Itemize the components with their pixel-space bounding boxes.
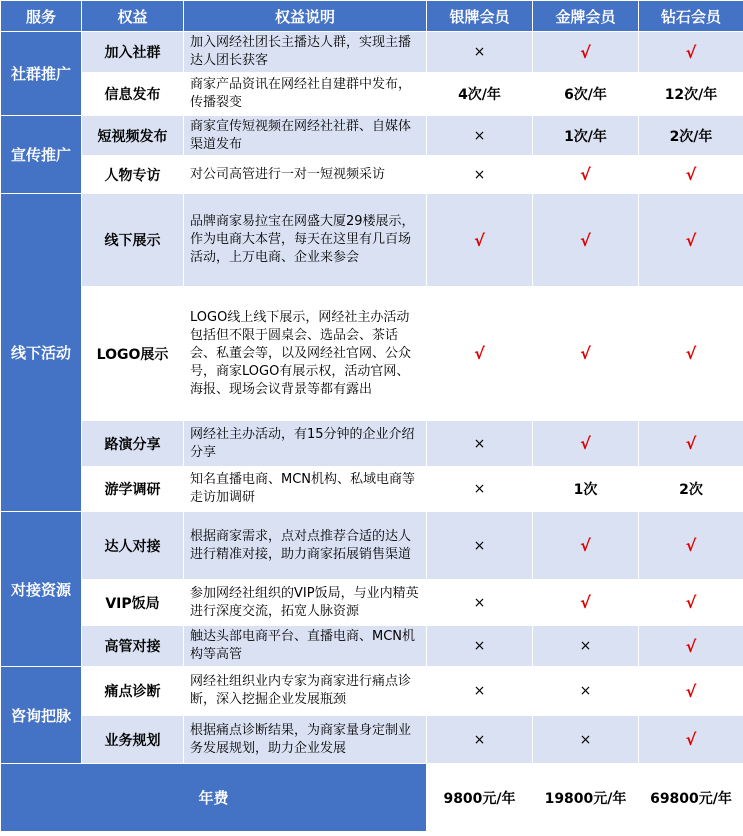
silver-value: × (427, 580, 533, 626)
gold-value: √ (533, 512, 639, 580)
benefit-name: 痛点诊断 (82, 667, 184, 716)
diamond-value: √ (639, 421, 743, 467)
service-cell: 对接资源 (1, 512, 82, 667)
table-row (1, 626, 743, 667)
benefit-desc: 参加网经社组织的VIP饭局，与业内精英进行深度交流，拓宽人脉资源 (184, 580, 427, 626)
service-cell: 咨询把脉 (1, 667, 82, 764)
benefit-desc: 根据商家需求，点对点推荐合适的达人进行精准对接，助力商家拓展销售渠道 (184, 512, 427, 580)
header-row (1, 1, 743, 32)
table-row (1, 716, 743, 764)
silver-value: × (427, 716, 533, 764)
benefit-desc: 品牌商家易拉宝在网盛大厦29楼展示，作为电商大本营，每天在这里有几百场活动，上万电商、企业来参会 (184, 194, 427, 287)
silver-value: × (427, 467, 533, 512)
benefit-name: VIP饭局 (82, 580, 184, 626)
silver-value: × (427, 116, 533, 156)
gold-value: × (533, 626, 639, 667)
benefit-name: 高管对接 (82, 626, 184, 667)
silver-value: × (427, 32, 533, 73)
diamond-value: √ (639, 156, 743, 194)
silver-value: √ (427, 287, 533, 421)
header-gold: 金牌会员 (533, 1, 639, 32)
silver-value: × (427, 512, 533, 580)
gold-value: 1次 (533, 467, 639, 512)
benefit-name: 业务规划 (82, 716, 184, 764)
service-cell: 宣传推广 (1, 116, 82, 194)
service-cell: 线下活动 (1, 194, 82, 512)
benefit-name: 加入社群 (82, 32, 184, 73)
benefit-name: 短视频发布 (82, 116, 184, 156)
benefit-desc: 触达头部电商平台、直播电商、MCN机构等高管 (184, 626, 427, 667)
benefit-name: LOGO展示 (82, 287, 184, 421)
table-row (1, 467, 743, 512)
header-diamond: 钻石会员 (639, 1, 743, 32)
benefit-desc: 商家产品资讯在网经社自建群中发布，传播裂变 (184, 73, 427, 116)
diamond-value: √ (639, 194, 743, 287)
benefit-desc: 网经社组织业内专家为商家进行痛点诊断，深入挖掘企业发展瓶颈 (184, 667, 427, 716)
diamond-value: 2次 (639, 467, 743, 512)
benefit-name: 信息发布 (82, 73, 184, 116)
diamond-value: 2次/年 (639, 116, 743, 156)
silver-value: √ (427, 194, 533, 287)
benefit-desc: LOGO线上线下展示，网经社主办活动包括但不限于圆桌会、选品会、茶话会、私董会等，以及网经社官网、公众号，商家LOGO有展示权，活动官网、海报、现场会议背景等都有露出 (184, 287, 427, 421)
benefit-name: 游学调研 (82, 467, 184, 512)
silver-value: × (427, 156, 533, 194)
benefit-name: 人物专访 (82, 156, 184, 194)
gold-value: 1次/年 (533, 116, 639, 156)
gold-value: 6次/年 (533, 73, 639, 116)
diamond-value: √ (639, 32, 743, 73)
silver-value: 4次/年 (427, 73, 533, 116)
table-row (1, 156, 743, 194)
annual-fee-label: 年费 (1, 764, 427, 832)
service-cell: 社群推广 (1, 32, 82, 116)
gold-value: √ (533, 156, 639, 194)
silver-value: × (427, 421, 533, 467)
benefit-desc: 知名直播电商、MCN机构、私域电商等走访加调研 (184, 467, 427, 512)
table-row (1, 580, 743, 626)
gold-value: √ (533, 32, 639, 73)
benefit-desc: 商家宣传短视频在网经社社群、自媒体渠道发布 (184, 116, 427, 156)
gold-value: √ (533, 580, 639, 626)
header-benefit: 权益 (82, 1, 184, 32)
diamond-value: √ (639, 667, 743, 716)
gold-value: × (533, 667, 639, 716)
header-silver: 银牌会员 (427, 1, 533, 32)
benefit-desc: 根据痛点诊断结果，为商家量身定制业务发展规划，助力企业发展 (184, 716, 427, 764)
gold-value: √ (533, 194, 639, 287)
diamond-value: √ (639, 512, 743, 580)
table-row (1, 512, 743, 580)
diamond-value: √ (639, 716, 743, 764)
gold-value: √ (533, 421, 639, 467)
silver-value: × (427, 626, 533, 667)
header-description: 权益说明 (184, 1, 427, 32)
table-row (1, 287, 743, 421)
diamond-value: √ (639, 580, 743, 626)
table-row (1, 116, 743, 156)
silver-value: × (427, 667, 533, 716)
table-row (1, 32, 743, 73)
benefit-desc: 对公司高管进行一对一短视频采访 (184, 156, 427, 194)
benefit-desc: 加入网经社团长主播达人群，实现主播达人团长获客 (184, 32, 427, 73)
diamond-fee: 69800元/年 (639, 764, 743, 832)
table-row (1, 421, 743, 467)
table-row (1, 667, 743, 716)
table-row (1, 73, 743, 116)
annual-fee-row (1, 764, 743, 832)
diamond-value: √ (639, 626, 743, 667)
benefit-desc: 网经社主办活动，有15分钟的企业介绍分享 (184, 421, 427, 467)
gold-fee: 19800元/年 (533, 764, 639, 832)
gold-value: × (533, 716, 639, 764)
gold-value: √ (533, 287, 639, 421)
diamond-value: 12次/年 (639, 73, 743, 116)
benefit-name: 达人对接 (82, 512, 184, 580)
silver-fee: 9800元/年 (427, 764, 533, 832)
header-service: 服务 (1, 1, 82, 32)
benefit-name: 线下展示 (82, 194, 184, 287)
table-row (1, 194, 743, 287)
diamond-value: √ (639, 287, 743, 421)
benefit-name: 路演分享 (82, 421, 184, 467)
